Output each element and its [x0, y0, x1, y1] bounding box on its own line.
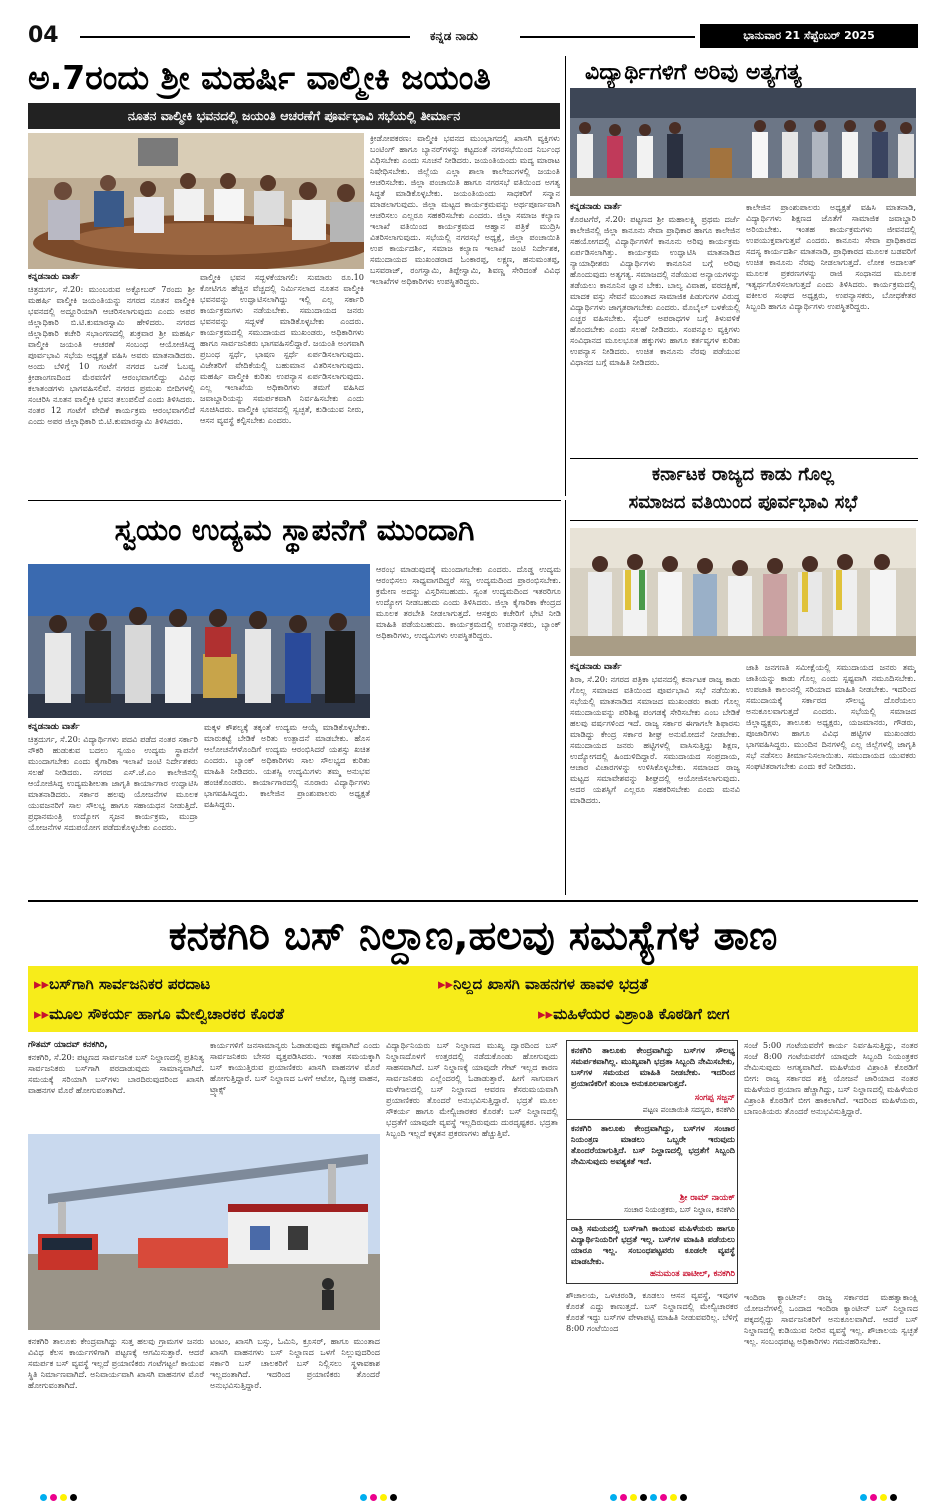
- story5-byline: ಗೌತಮ್ ಯಾದವ್ ಕನಕಗಿರಿ,: [28, 1040, 108, 1050]
- quote3-text: ರಾತ್ರಿ ಸಮಯದಲ್ಲಿ ಬಸ್‌ಗಾಗಿ ಕಾಯುವ ಮಹಿಳೆಯರು ಹಾಗೂ ವಿದ್ಯಾರ್ಥಿನಿಯರಿಗೆ ಭದ್ರತೆ ಇಲ್ಲ. ಬಸ್‌ಗಳ ಮಾಹಿತಿ ಪಡೆಯಲು ಯಾರೂ ಇಲ್ಲ. ಸಂಬಂಧಪಟ್ಟವರು ಕೂಡಲೇ ವ್ಯವಸ್ಥೆ ಮಾಡಬೇಕು.: [571, 1223, 735, 1266]
- story4-byline: ಕನ್ನಡನಾಡು ವಾರ್ತೆ: [28, 722, 80, 732]
- date-box: [700, 24, 918, 48]
- quote2-name: ಶ್ರೀ ರಾಮ್ ನಾಯಕ್: [679, 1193, 735, 1203]
- banner-bullet-4: [538, 1000, 916, 1028]
- meeting-photo-svg: [28, 133, 364, 269]
- story3-photo-group: [570, 528, 916, 656]
- arrow-icon: ▸▸: [34, 975, 50, 993]
- quote-box: [566, 1040, 738, 1284]
- divider-vertical-mid: [565, 500, 566, 895]
- story1-byline: ಕನ್ನಡನಾಡು ವಾರ್ತೆ: [28, 272, 80, 282]
- banner-bullet-1: [34, 970, 474, 998]
- arrow-icon: ▸▸: [34, 1005, 50, 1023]
- page-number: 04: [28, 23, 59, 48]
- print-marks-right: [610, 1494, 687, 1501]
- banner-bullet-2: [438, 970, 916, 998]
- quote1-text: ಕನಕಗಿರಿ ತಾಲೂಕು ಕೇಂದ್ರವಾಗಿದ್ದು ಬಸ್‌ಗಳ ಸೌಲಭ್ಯ ಸಮರ್ಪಕವಾಗಿಲ್ಲ. ಮುಖ್ಯವಾಗಿ ಭದ್ರತಾ ಸಿಬ್ಬಂದಿ ನೇಮಿಸಬೇಕು, ಬಸ್‌ಗಳ ಸಮಯದ ಮಾಹಿತಿ ನೀಡಬೇಕು. ಇದರಿಂದ ಪ್ರಯಾಣಿಕರಿಗೆ ತುಂಬಾ ಅನುಕೂಲವಾಗುತ್ತದೆ.: [571, 1045, 735, 1088]
- divider-story5-top: [28, 900, 918, 902]
- story4-col1: ಚಿತ್ರದುರ್ಗ, ಸೆ.20: ವಿದ್ಯಾರ್ಥಿಗಳು ಪದವಿ ಪಡೆದ ನಂತರ ಸರ್ಕಾರಿ ನೌಕರಿ ಹುಡುಕುವ ಬದಲು ಸ್ವಯಂ ಉದ್ಯಮ ಸ್ಥಾಪನೆಗೆ ಮುಂದಾಗಬೇಕು ಎಂದು ಕೈಗಾರಿಕಾ ಇಲಾಖೆ ಜಂಟಿ ನಿರ್ದೇಶಕರು ಸಲಹೆ ನೀಡಿದರು. ನಗರದ ಎಸ್.ಜೆ.ಎಂ ಕಾಲೇಜಿನಲ್ಲಿ ಆಯೋಜಿಸಿದ್ದ ಉದ್ಯಮಶೀಲತಾ ಜಾಗೃತಿ ಕಾರ್ಯಾಗಾರ ಉದ್ಘಾಟಿಸಿ ಮಾತನಾಡಿದರು. ಸರ್ಕಾರ ಹಲವು ಯೋಜನೆಗಳ ಮೂಲಕ ಯುವಜನರಿಗೆ ಸಾಲ ಸೌಲಭ್ಯ ಹಾಗೂ ಸಹಾಯಧನ ನೀಡುತ್ತಿದೆ. ಪ್ರಧಾನಮಂತ್ರಿ ಉದ್ಯೋಗ ಸೃಜನ ಕಾರ್ಯಕ್ರಮ, ಮುದ್ರಾ ಯೋಜನೆಗಳ ಸದುಪಯೋಗ ಪಡೆದುಕೊಳ್ಳಬೇಕು ಎಂದರು.: [28, 734, 198, 832]
- story5-headline: ಕನಕಗಿರಿ ಬಸ್ ನಿಲ್ದಾಣ,ಹಲವು ಸಮಸ್ಯೆಗಳ ತಾಣ: [168, 913, 778, 959]
- story5-col2: ಕಾರ್ಯಗಳಿಗೆ ಜನಸಾಮಾನ್ಯರು ಓಡಾಡುವುದು ಕಷ್ಟವಾಗಿದೆ ಎಂದು ಸಾರ್ವಜನಿಕರು ಬೇಸರ ವ್ಯಕ್ತಪಡಿಸಿದರು. ಇಂತಹ ಸಮಯಕ್ಕಾಗಿ ಬಸ್ ಕಾಯುತ್ತಿರುವ ಪ್ರಯಾಣಿಕರು ಖಾಸಗಿ ವಾಹನಗಳ ಮೊರೆ ಹೋಗುತ್ತಿದ್ದಾರೆ. ಬಸ್ ನಿಲ್ದಾಣದ ಒಳಗೆ ಆಟೋ, ದ್ವಿಚಕ್ರ ವಾಹನ, ಟ್ರ್ಯಾಕ್ಸ್: [210, 1040, 380, 1094]
- quote1-role: ಪಟ್ಟಣ ಪಂಚಾಯಿತಿ ಸದಸ್ಯರು, ಕನಕಗಿರಿ: [642, 1105, 735, 1114]
- inauguration-photo-svg: [28, 564, 370, 718]
- story2-headline: ವಿದ್ಯಾರ್ಥಿಗಳಿಗೆ ಅರಿವು ಅತ್ಯಗತ್ಯ: [585, 60, 802, 85]
- quote2-text: ಕನಕಗಿರಿ ತಾಲೂಕು ಕೇಂದ್ರವಾಗಿದ್ದು, ಬಸ್‌ಗಳ ಸಂಚಾರ ನಿಯಂತ್ರಣ ಮಾಡಲು ಒಬ್ಬರೇ ಇರುವುದು ತೊಂದರೆಯಾಗುತ್ತಿದೆ. ಬಸ್ ನಿಲ್ದಾಣದಲ್ಲಿ ಭದ್ರತೆಗೆ ಸಿಬ್ಬಂದಿ ನೇಮಿಸುವುದು ಅವಶ್ಯಕತೆ ಇದೆ.: [571, 1123, 735, 1166]
- story5-banner: [28, 966, 918, 1032]
- story1-col3: ಕ್ರೀಡೋಪಕರಣ: ವಾಲ್ಮೀಕಿ ಭವನದ ಮುಂಭಾಗದಲ್ಲಿ ಖಾಸಗಿ ವ್ಯಕ್ತಿಗಳು ಬಂಟಿಂಗ್ ಹಾಗೂ ಬ್ಯಾನರ್‌ಗಳನ್ನು ಕಟ್ಟದಂತೆ ನಗರಸಭೆಯಿಂದ ನಿರ್ಬಂಧ ವಿಧಿಸಬೇಕು ಎಂದು ಸೂಚನೆ ನೀಡಿದರು. ಜಯಂತಿಯಂದು ಮದ್ಯ ಮಾರಾಟ ನಿಷೇಧಿಸಬೇಕು. ಜಿಲ್ಲೆಯ ಎಲ್ಲಾ ಶಾಲಾ ಕಾಲೇಜುಗಳಲ್ಲಿ ಜಯಂತಿ ಆಚರಿಸಬೇಕು. ಜಿಲ್ಲಾ ಪಂಚಾಯಿತಿ ಹಾಗೂ ನಗರಸಭೆ ವತಿಯಿಂದ ಅಗತ್ಯ ಸಿದ್ಧತೆ ಮಾಡಿಕೊಳ್ಳಬೇಕು. ಜಯಂತಿಯಂದು ಸಾಧಕರಿಗೆ ಸನ್ಮಾನ ಮಾಡಲಾಗುವುದು. ಜಿಲ್ಲಾ ಮಟ್ಟದ ಕಾರ್ಯಕ್ರಮವನ್ನು ಅರ್ಥಪೂರ್ಣವಾಗಿ ಆಚರಿಸಲು ಎಲ್ಲರೂ ಸಹಕರಿಸಬೇಕು ಎಂದರು. ಜಿಲ್ಲಾ ಸಮಾಜ ಕಲ್ಯಾಣ ಇಲಾಖೆ ವತಿಯಿಂದ ಕಾರ್ಯಕ್ರಮದ ಆಹ್ವಾನ ಪತ್ರಿಕೆ ಮುದ್ರಿಸಿ ವಿತರಿಸಲಾಗುವುದು. ಸಭೆಯಲ್ಲಿ ನಗರಸಭೆ ಅಧ್ಯಕ್ಷೆ, ಜಿಲ್ಲಾ ಪಂಚಾಯಿತಿ ಉಪ ಕಾರ್ಯದರ್ಶಿ, ಸಮಾಜ ಕಲ್ಯಾಣ ಇಲಾಖೆ ಜಂಟಿ ನಿರ್ದೇಶಕ, ಸಮುದಾಯದ ಮುಖಂಡರಾದ ಓಂಕಾರಪ್ಪ, ಲಕ್ಷ್ಮಣ, ಹನುಮಂತಪ್ಪ, ಬಸವರಾಜ್, ರಂಗಸ್ವಾಮಿ, ತಿಪ್ಪೇಸ್ವಾಮಿ, ಶಿವಣ್ಣ ಸೇರಿದಂತೆ ವಿವಿಧ ಇಲಾಖೆಗಳ ಅಧಿಕಾರಿಗಳು ಉಪಸ್ಥಿತರಿದ್ದರು.: [370, 133, 560, 286]
- story1-subheadline: ನೂತನ ವಾಲ್ಮೀಕಿ ಭವನದಲ್ಲಿ ಜಯಂತಿ ಆಚರಣೆಗೆ ಪೂರ್ವಭಾವಿ ಸಭೆಯಲ್ಲಿ ತೀರ್ಮಾನ: [127, 108, 461, 123]
- story2-col1: ಕೊರಟಗೆರೆ, ಸೆ.20: ಪಟ್ಟಣದ ಶ್ರೀ ಮಹಾಲಕ್ಷ್ಮಿ ಪ್ರಥಮ ದರ್ಜೆ ಕಾಲೇಜಿನಲ್ಲಿ ಜಿಲ್ಲಾ ಕಾನೂನು ಸೇವಾ ಪ್ರಾಧಿಕಾರ ಹಾಗೂ ಕಾಲೇಜಿನ ಸಹಯೋಗದಲ್ಲಿ ವಿದ್ಯಾರ್ಥಿಗಳಿಗೆ ಕಾನೂನು ಅರಿವು ಕಾರ್ಯಕ್ರಮ ಏರ್ಪಡಿಸಲಾಗಿತ್ತು. ಕಾರ್ಯಕ್ರಮ ಉದ್ಘಾಟಿಸಿ ಮಾತನಾಡಿದ ನ್ಯಾಯಾಧೀಶರು ವಿದ್ಯಾರ್ಥಿಗಳು ಕಾನೂನಿನ ಬಗ್ಗೆ ಅರಿವು ಹೊಂದುವುದು ಅತ್ಯಗತ್ಯ. ಸಮಾಜದಲ್ಲಿ ನಡೆಯುವ ಅನ್ಯಾಯಗಳನ್ನು ತಡೆಯಲು ಕಾನೂನಿನ ಜ್ಞಾನ ಬೇಕು. ಬಾಲ್ಯ ವಿವಾಹ, ವರದಕ್ಷಿಣೆ, ಮಾದಕ ವಸ್ತು ಸೇವನೆ ಮುಂತಾದ ಸಾಮಾಜಿಕ ಪಿಡುಗುಗಳ ವಿರುದ್ಧ ವಿದ್ಯಾರ್ಥಿಗಳು ಜಾಗೃತರಾಗಬೇಕು ಎಂದರು. ಮೊಬೈಲ್ ಬಳಕೆಯಲ್ಲಿ ಎಚ್ಚರ ವಹಿಸಬೇಕು. ಸೈಬರ್ ಅಪರಾಧಗಳ ಬಗ್ಗೆ ತಿಳುವಳಿಕೆ ಹೊಂದಬೇಕು ಎಂದು ಸಲಹೆ ನೀಡಿದರು. ಸಂಪನ್ಮೂಲ ವ್ಯಕ್ತಿಗಳು ಸಂವಿಧಾನದ ಮೂಲಭೂತ ಹಕ್ಕುಗಳು ಹಾಗೂ ಕರ್ತವ್ಯಗಳ ಕುರಿತು ಉಪನ್ಯಾಸ ನೀಡಿದರು. ಉಚಿತ ಕಾನೂನು ನೆರವು ಪಡೆಯುವ ವಿಧಾನದ ಬಗ್ಗೆ ಮಾಹಿತಿ ನೀಡಿದರು.: [570, 214, 740, 367]
- bullet2-text: ನಿಲ್ದದ ಖಾಸಗಿ ವಾಹನಗಳ ಹಾವಳಿ ಭದ್ರತೆ: [453, 975, 649, 993]
- story4-headline: ಸ್ವಯಂ ಉದ್ಯಮ ಸ್ಥಾಪನೆಗೆ ಮುಂದಾಗಿ: [114, 513, 475, 548]
- print-marks-center: [360, 1494, 397, 1501]
- quote1-name: ಸಂಗಪ್ಪ ಸಜ್ಜನ್: [694, 1093, 735, 1103]
- story5-lower1: ಕನಕಗಿರಿ ತಾಲೂಕು ಕೇಂದ್ರವಾಗಿದ್ದು ಸುತ್ತ ಹಲವು ಗ್ರಾಮಗಳ ಜನರು ವಿವಿಧ ಕೆಲಸ ಕಾರ್ಯಗಳಿಗಾಗಿ ಪಟ್ಟಣಕ್ಕೆ ಆಗಮಿಸುತ್ತಾರೆ. ಆದರೆ ಸಮರ್ಪಕ ಬಸ್ ವ್ಯವಸ್ಥೆ ಇಲ್ಲದೆ ಪ್ರಯಾಣಿಕರು ಗಂಟೆಗಟ್ಟಲೆ ಕಾಯುವ ಸ್ಥಿತಿ ನಿರ್ಮಾಣವಾಗಿದೆ. ಅನಿವಾರ್ಯವಾಗಿ ಖಾಸಗಿ ವಾಹನಗಳ ಮೊರೆ ಹೋಗುವಂತಾಗಿದೆ.: [28, 1336, 204, 1390]
- story5-lower4: ಶೌಚಾಲಯ, ಒಳಚರಂಡಿ, ಕೂಡಲು ಆಸನ ವ್ಯವಸ್ಥೆ, ಇವುಗಳ ಕೊರತೆ ಎದ್ದು ಕಾಣುತ್ತದೆ. ಬಸ್ ನಿಲ್ದಾಣದಲ್ಲಿ ಮೇಲ್ವಿಚಾರಕರ ಕೊರತೆ ಇದ್ದು ಬಸ್‌ಗಳ ವೇಳಾಪಟ್ಟಿ ಮಾಹಿತಿ ನೀಡುವವರಿಲ್ಲ. ಬೆಳಿಗ್ಗೆ 8:00 ಗಂಟೆಯಿಂದ: [566, 1290, 738, 1333]
- bullet3-text: ಮೂಲ ಸೌಕರ್ಯ ಹಾಗೂ ಮೇಲ್ವಿಚಾರಕರ ಕೊರತೆ: [49, 1005, 285, 1023]
- story1-headline: ಅ.7ರಂದು ಶ್ರೀ ಮಹರ್ಷಿ ವಾಲ್ಮೀಕಿ ಜಯಂತಿ: [28, 58, 491, 97]
- busstand-photo-svg: [28, 1134, 380, 1330]
- bullet1-text: ಬಸ್‌ಗಾಗಿ ಸಾರ್ವಜನಿಕರ ಪರದಾಟ: [49, 975, 211, 993]
- story1-subhead-band: [28, 103, 560, 129]
- quote-divider-2: [567, 1219, 739, 1220]
- divider-story2-bottom: [570, 458, 918, 459]
- masthead-rule-left: [80, 36, 410, 38]
- story5-photo-busstand: [28, 1134, 380, 1330]
- quote3-name: ಹನುಮಂತ ಪಾಟೀಲ್, ಕನಕಗಿರಿ: [649, 1269, 735, 1279]
- story1-col1: ಚಿತ್ರದುರ್ಗ, ಸೆ.20: ಮುಂಬರುವ ಅಕ್ಟೋಬರ್ 7ರಂದು ಶ್ರೀ ಮಹರ್ಷಿ ವಾಲ್ಮೀಕಿ ಜಯಂತಿಯನ್ನು ನಗರದ ನೂತನ ವಾಲ್ಮೀಕಿ ಭವನದಲ್ಲಿ ಅದ್ದೂರಿಯಾಗಿ ಆಚರಿಸಲಾಗುವುದು ಎಂದು ಅಪರ ಜಿಲ್ಲಾಧಿಕಾರಿ ಬಿ.ಟಿ.ಕುಮಾರಸ್ವಾಮಿ ಹೇಳಿದರು. ನಗರದ ಜಿಲ್ಲಾಧಿಕಾರಿ ಕಚೇರಿ ಸಭಾಂಗಣದಲ್ಲಿ ಶುಕ್ರವಾರ ಶ್ರೀ ಮಹರ್ಷಿ ವಾಲ್ಮೀಕಿ ಜಯಂತಿ ಆಚರಣೆ ಸಂಬಂಧ ಆಯೋಜಿಸಿದ್ದ ಪೂರ್ವಭಾವಿ ಸಭೆಯ ಅಧ್ಯಕ್ಷತೆ ವಹಿಸಿ ಅವರು ಮಾತನಾಡಿದರು. ಅಂದು ಬೆಳಿಗ್ಗೆ 10 ಗಂಟೆಗೆ ನಗರದ ಒನಕೆ ಓಬವ್ವ ಕ್ರೀಡಾಂಗಣದಿಂದ ಮೆರವಣಿಗೆ ಆರಂಭವಾಗಲಿದ್ದು ವಿವಿಧ ಕಲಾತಂಡಗಳು ಭಾಗವಹಿಸಲಿವೆ. ನಗರದ ಪ್ರಮುಖ ಬೀದಿಗಳಲ್ಲಿ ಸಂಚರಿಸಿ ನೂತನ ವಾಲ್ಮೀಕಿ ಭವನ ತಲುಪಲಿದೆ ಎಂದು ತಿಳಿಸಿದರು. ನಂತರ 12 ಗಂಟೆಗೆ ವೇದಿಕೆ ಕಾರ್ಯಕ್ರಮ ಆರಂಭವಾಗಲಿದೆ ಎಂದು ಅಪರ ಜಿಲ್ಲಾಧಿಕಾರಿ ಬಿ.ಟಿ.ಕುಮಾರಸ್ವಾಮಿ ತಿಳಿಸಿದರು.: [28, 284, 195, 426]
- story1-photo-meeting: [28, 133, 364, 269]
- story2-photo-event: [570, 88, 916, 196]
- masthead: [0, 22, 945, 50]
- story5-lower2: ಟಂಟಂ, ಖಾಸಗಿ ಬಸ್ಸು, ಓಮಿನಿ, ಕ್ರೂಸರ್, ಹಾಗೂ ಮುಂತಾದ ಖಾಸಗಿ ವಾಹನಗಳು ಬಸ್ ನಿಲ್ದಾಣದ ಒಳಗೆ ನಿಲ್ಲುವುದರಿಂದ ಸರ್ಕಾರಿ ಬಸ್ ಚಾಲಕರಿಗೆ ಬಸ್ ನಿಲ್ಲಿಸಲು ಸ್ಥಳಾವಕಾಶ ಇಲ್ಲದಂತಾಗಿದೆ. ಇದರಿಂದ ಪ್ರಯಾಣಿಕರು ತೊಂದರೆ ಅನುಭವಿಸುತ್ತಿದ್ದಾರೆ.: [210, 1336, 380, 1390]
- story4-photo-inauguration: [28, 564, 370, 718]
- story3-col1: ಶಿರಾ, ಸೆ.20: ನಗರದ ಪತ್ರಿಕಾ ಭವನದಲ್ಲಿ ಕರ್ನಾಟಕ ರಾಜ್ಯ ಕಾಡು ಗೊಲ್ಲ ಸಮಾಜದ ವತಿಯಿಂದ ಪೂರ್ವಭಾವಿ ಸಭೆ ನಡೆಯಿತು. ಸಭೆಯಲ್ಲಿ ಮಾತನಾಡಿದ ಸಮಾಜದ ಮುಖಂಡರು ಕಾಡು ಗೊಲ್ಲ ಸಮುದಾಯವನ್ನು ಪರಿಶಿಷ್ಟ ಪಂಗಡಕ್ಕೆ ಸೇರಿಸಬೇಕು ಎಂಬ ಬೇಡಿಕೆ ಹಲವು ವರ್ಷಗಳಿಂದ ಇದೆ. ರಾಜ್ಯ ಸರ್ಕಾರ ಈಗಾಗಲೇ ಶಿಫಾರಸು ಮಾಡಿದ್ದು ಕೇಂದ್ರ ಸರ್ಕಾರ ಶೀಘ್ರ ಅನುಮೋದನೆ ನೀಡಬೇಕು. ಸಮುದಾಯದ ಜನರು ಹಟ್ಟಿಗಳಲ್ಲಿ ವಾಸಿಸುತ್ತಿದ್ದು ಶಿಕ್ಷಣ, ಉದ್ಯೋಗದಲ್ಲಿ ಹಿಂದುಳಿದಿದ್ದಾರೆ. ಸಮುದಾಯದ ಸಂಪ್ರದಾಯ, ಆಚಾರ ವಿಚಾರಗಳನ್ನು ಉಳಿಸಿಕೊಳ್ಳಬೇಕು. ಸಮಾಜದ ರಾಜ್ಯ ಮಟ್ಟದ ಸಮಾವೇಶವನ್ನು ಶೀಘ್ರದಲ್ಲಿ ಆಯೋಜಿಸಲಾಗುವುದು. ಅದರ ಯಶಸ್ಸಿಗೆ ಎಲ್ಲರೂ ಸಹಕರಿಸಬೇಕು ಎಂದು ಮನವಿ ಮಾಡಿದರು.: [570, 674, 740, 805]
- bullet4-text: ಮಹಿಳೆಯರ ವಿಶ್ರಾಂತಿ ಕೊಠಡಿಗೆ ಬೀಗ: [553, 1005, 730, 1023]
- story3-headline-1: ಕರ್ನಾಟಕ ರಾಜ್ಯದ ಕಾಡು ಗೊಲ್ಲ: [652, 464, 834, 485]
- story2-byline: ಕನ್ನಡನಾಡು ವಾರ್ತೆ: [570, 202, 622, 212]
- print-marks-left: [40, 1494, 77, 1501]
- story5-col1: ಕನಕಗಿರಿ, ಸೆ.20: ಪಟ್ಟಣದ ಸಾರ್ವಜನಿಕ ಬಸ್ ನಿಲ್ದಾಣದಲ್ಲಿ ಪ್ರತಿನಿತ್ಯ ಸಾರ್ವಜನಿಕರು ಬಸ್‌ಗಾಗಿ ಪರದಾಡುವುದು ಸಾಮಾನ್ಯವಾಗಿದೆ. ಸಮಯಕ್ಕೆ ಸರಿಯಾಗಿ ಬಸ್‌ಗಳು ಬಾರದಿರುವುದರಿಂದ ಖಾಸಗಿ ವಾಹನಗಳ ಮೊರೆ ಹೋಗುವಂತಾಗಿದೆ.: [28, 1052, 204, 1095]
- date-text: ಭಾನುವಾರ 21 ಸೆಪ್ಟೆಂಬರ್ 2025: [743, 29, 875, 42]
- divider-story4-top: [28, 500, 561, 501]
- print-marks-far-right: [860, 1494, 897, 1501]
- paper-name: ಕನ್ನಡ ನಾಡು: [430, 29, 478, 43]
- story3-byline: ಕನ್ನಡನಾಡು ವಾರ್ತೆ: [570, 662, 622, 672]
- banner-bullet-3: [34, 1000, 534, 1028]
- divider-vertical-top: [565, 56, 566, 496]
- story4-col3: ಆರಂಭ ಮಾಡುವುದಕ್ಕೆ ಮುಂದಾಗಬೇಕು ಎಂದರು. ದೊಡ್ಡ ಉದ್ಯಮ ಆರಂಭಿಸಲು ಸಾಧ್ಯವಾಗದಿದ್ದರೆ ಸಣ್ಣ ಉದ್ಯಮದಿಂದ ಪ್ರಾರಂಭಿಸಬೇಕು. ಕ್ರಮೇಣ ಅದನ್ನು ವಿಸ್ತರಿಸಬಹುದು. ಸ್ವಂತ ಉದ್ಯಮದಿಂದ ಇತರರಿಗೂ ಉದ್ಯೋಗ ನೀಡಬಹುದು ಎಂದು ತಿಳಿಸಿದರು. ಜಿಲ್ಲಾ ಕೈಗಾರಿಕಾ ಕೇಂದ್ರದ ಮೂಲಕ ತರಬೇತಿ ನೀಡಲಾಗುತ್ತದೆ. ಆಸಕ್ತರು ಕಚೇರಿಗೆ ಭೇಟಿ ನೀಡಿ ಮಾಹಿತಿ ಪಡೆಯಬಹುದು. ಕಾರ್ಯಕ್ರಮದಲ್ಲಿ ಉಪನ್ಯಾಸಕರು, ಬ್ಯಾಂಕ್ ಅಧಿಕಾರಿಗಳು, ಉದ್ಯಮಿಗಳು ಉಪಸ್ಥಿತರಿದ್ದರು.: [376, 564, 561, 640]
- arrow-icon: ▸▸: [438, 975, 454, 993]
- story5-col4: ಸಂಜೆ 5:00 ಗಂಟೆಯವರೆಗೆ ಕಾರ್ಯ ನಿರ್ವಹಿಸುತ್ತಿದ್ದು, ನಂತರ ಸಂಜೆ 8:00 ಗಂಟೆಯವರೆಗೆ ಯಾವುದೇ ಸಿಬ್ಬಂದಿ ನಿಯಂತ್ರಕರ ನೇಮಿಸುವುದು ಅಗತ್ಯವಾಗಿದೆ. ಮಹಿಳೆಯರ ವಿಶ್ರಾಂತಿ ಕೊಠಡಿಗೆ ಬೀಗ: ರಾಜ್ಯ ಸರ್ಕಾರದ ಶಕ್ತಿ ಯೋಜನೆ ಜಾರಿಯಾದ ನಂತರ ಮಹಿಳೆಯರ ಪ್ರಯಾಣ ಹೆಚ್ಚಾಗಿದ್ದು, ಬಸ್ ನಿಲ್ದಾಣದಲ್ಲಿ ಮಹಿಳೆಯರ ವಿಶ್ರಾಂತಿ ಕೊಠಡಿಗೆ ಬೀಗ ಹಾಕಲಾಗಿದೆ. ಇದರಿಂದ ಮಹಿಳೆಯರು, ಬಾಣಂತಿಯರು ತೊಂದರೆ ಅನುಭವಿಸುತ್ತಿದ್ದಾರೆ.: [744, 1040, 918, 1116]
- arrow-icon: ▸▸: [538, 1005, 554, 1023]
- masthead-rule-right: [520, 36, 695, 38]
- story5-col3: ವಿದ್ಯಾರ್ಥಿನಿಯರು ಬಸ್ ನಿಲ್ದಾಣದ ಮುಖ್ಯ ದ್ವಾರದಿಂದ ಬಸ್ ನಿಲ್ದಾಣದೊಳಗೆ ಉತ್ತರದಲ್ಲಿ ನಡೆದುಕೊಂಡು ಹೋಗುವುದು ಸಾಹಸವಾಗಿದೆ. ಬಸ್ ನಿಲ್ದಾಣಕ್ಕೆ ಯಾವುದೇ ಗೇಟ್ ಇಲ್ಲದ ಕಾರಣ ಸಾರ್ವಜನಿಕರು ಎಲ್ಲೆಂದರಲ್ಲಿ ಓಡಾಡುತ್ತಾರೆ. ಹೀಗೆ ಸಾಗುವಾಗ ಮಳೆಗಾಲದಲ್ಲಿ ಬಸ್ ನಿಲ್ದಾಣದ ಆವರಣ ಕೆಸರುಮಯವಾಗಿ ಪ್ರಯಾಣಿಕರು ತೊಂದರೆ ಅನುಭವಿಸುತ್ತಿದ್ದಾರೆ. ಭದ್ರತೆ ಮೂಲ ಸೌಕರ್ಯ ಹಾಗೂ ಮೇಲ್ವಿಚಾರಕರ ಕೊರತೆ: ಬಸ್ ನಿಲ್ದಾಣದಲ್ಲಿ ಭದ್ರತೆಗೆ ಯಾವುದೇ ವ್ಯವಸ್ಥೆ ಇಲ್ಲದಿರುವುದು ದುರದೃಷ್ಟಕರ. ಭದ್ರತಾ ಸಿಬ್ಬಂದಿ ಇಲ್ಲದೆ ಕಳ್ಳತನ ಪ್ರಕರಣಗಳು ಹೆಚ್ಚುತ್ತಿವೆ.: [386, 1040, 558, 1138]
- quote2-role: ಸಂಚಾರ ನಿಯಂತ್ರಕರು, ಬಸ್ ನಿಲ್ದಾಣ, ಕನಕಗಿರಿ: [623, 1205, 735, 1214]
- story1-col2: ವಾಲ್ಮೀಕಿ ಭವನ ಸದ್ಬಳಕೆಯಾಗಲಿ: ಸುಮಾರು ರೂ.10 ಕೋಟಿಗೂ ಹೆಚ್ಚಿನ ವೆಚ್ಚದಲ್ಲಿ ನಿರ್ಮಿಸಲಾದ ನೂತನ ವಾಲ್ಮೀಕಿ ಭವನವನ್ನು ಉದ್ಘಾಟಿಸಲಾಗಿದ್ದು ಇಲ್ಲಿ ಎಲ್ಲ ಸರ್ಕಾರಿ ಕಾರ್ಯಕ್ರಮಗಳು ನಡೆಯಬೇಕು. ಸಮುದಾಯದ ಜನರು ಭವನವನ್ನು ಸದ್ಬಳಕೆ ಮಾಡಿಕೊಳ್ಳಬೇಕು ಎಂದರು. ಕಾರ್ಯಕ್ರಮದಲ್ಲಿ ಸಮುದಾಯದ ಮುಖಂಡರು, ಅಧಿಕಾರಿಗಳು ಹಾಗೂ ಸಾರ್ವಜನಿಕರು ಭಾಗವಹಿಸಲಿದ್ದಾರೆ. ಜಯಂತಿ ಅಂಗವಾಗಿ ಪ್ರಬಂಧ ಸ್ಪರ್ಧೆ, ಭಾಷಣ ಸ್ಪರ್ಧೆ ಏರ್ಪಡಿಸಲಾಗುವುದು. ವಿಜೇತರಿಗೆ ವೇದಿಕೆಯಲ್ಲಿ ಬಹುಮಾನ ವಿತರಿಸಲಾಗುವುದು. ಮಹರ್ಷಿ ವಾಲ್ಮೀಕಿ ಕುರಿತು ಉಪನ್ಯಾಸ ಏರ್ಪಡಿಸಲಾಗುವುದು. ಎಲ್ಲ ಇಲಾಖೆಯ ಅಧಿಕಾರಿಗಳು ತಮಗೆ ವಹಿಸಿದ ಜವಾಬ್ದಾರಿಯನ್ನು ಸಮರ್ಪಕವಾಗಿ ನಿರ್ವಹಿಸಬೇಕು ಎಂದು ಸೂಚಿಸಿದರು. ವಾಲ್ಮೀಕಿ ಭವನದಲ್ಲಿ ಸ್ವಚ್ಛತೆ, ಕುಡಿಯುವ ನೀರು, ಆಸನ ವ್ಯವಸ್ಥೆ ಕಲ್ಪಿಸಬೇಕು ಎಂದರು.: [200, 272, 364, 425]
- group-photo-svg: [570, 528, 916, 656]
- story4-col2: ಮಕ್ಕಳ ಕೌಶಲ್ಯಕ್ಕೆ ತಕ್ಕಂತೆ ಉದ್ಯಮ ಆಯ್ಕೆ ಮಾಡಿಕೊಳ್ಳಬೇಕು. ಮಾರುಕಟ್ಟೆ ಬೇಡಿಕೆ ಅರಿತು ಉತ್ಪಾದನೆ ಮಾಡಬೇಕು. ಹೊಸ ಆಲೋಚನೆಗಳೊಂದಿಗೆ ಉದ್ಯಮ ಆರಂಭಿಸಿದರೆ ಯಶಸ್ಸು ಖಚಿತ ಎಂದರು. ಬ್ಯಾಂಕ್ ಅಧಿಕಾರಿಗಳು ಸಾಲ ಸೌಲಭ್ಯದ ಕುರಿತು ಮಾಹಿತಿ ನೀಡಿದರು. ಯಶಸ್ವಿ ಉದ್ಯಮಿಗಳು ತಮ್ಮ ಅನುಭವ ಹಂಚಿಕೊಂಡರು. ಕಾರ್ಯಾಗಾರದಲ್ಲಿ ನೂರಾರು ವಿದ್ಯಾರ್ಥಿಗಳು ಭಾಗವಹಿಸಿದ್ದರು. ಕಾಲೇಜಿನ ಪ್ರಾಂಶುಪಾಲರು ಅಧ್ಯಕ್ಷತೆ ವಹಿಸಿದ್ದರು.: [204, 722, 370, 809]
- quote-divider-1: [567, 1119, 739, 1120]
- story3-headline-2: ಸಮಾಜದ ವತಿಯಿಂದ ಪೂರ್ವಭಾವಿ ಸಭೆ: [628, 492, 858, 513]
- divider-story3-head: [570, 520, 918, 521]
- story3-col2: ಜಾತಿ ಜನಗಣತಿ ಸಮೀಕ್ಷೆಯಲ್ಲಿ ಸಮುದಾಯದ ಜನರು ತಮ್ಮ ಜಾತಿಯನ್ನು ಕಾಡು ಗೊಲ್ಲ ಎಂದು ಸ್ಪಷ್ಟವಾಗಿ ನಮೂದಿಸಬೇಕು. ಉಪಜಾತಿ ಕಾಲಂನಲ್ಲಿ ಸರಿಯಾದ ಮಾಹಿತಿ ನೀಡಬೇಕು. ಇದರಿಂದ ಸಮುದಾಯಕ್ಕೆ ಸರ್ಕಾರದ ಸೌಲಭ್ಯ ದೊರೆಯಲು ಅನುಕೂಲವಾಗುತ್ತದೆ ಎಂದರು. ಸಭೆಯಲ್ಲಿ ಸಮಾಜದ ಜಿಲ್ಲಾಧ್ಯಕ್ಷರು, ತಾಲೂಕು ಅಧ್ಯಕ್ಷರು, ಯಜಮಾನರು, ಗೌಡರು, ಪೂಜಾರಿಗಳು ಹಾಗೂ ವಿವಿಧ ಹಟ್ಟಿಗಳ ಮುಖಂಡರು ಭಾಗವಹಿಸಿದ್ದರು. ಮುಂದಿನ ದಿನಗಳಲ್ಲಿ ಎಲ್ಲ ಜಿಲ್ಲೆಗಳಲ್ಲಿ ಜಾಗೃತಿ ಸಭೆ ನಡೆಸಲು ತೀರ್ಮಾನಿಸಲಾಯಿತು. ಸಮುದಾಯದ ಯುವಕರು ಸಂಘಟಿತರಾಗಬೇಕು ಎಂದು ಕರೆ ನೀಡಿದರು.: [746, 662, 916, 771]
- story2-col2: ಕಾಲೇಜಿನ ಪ್ರಾಂಶುಪಾಲರು ಅಧ್ಯಕ್ಷತೆ ವಹಿಸಿ ಮಾತನಾಡಿ, ವಿದ್ಯಾರ್ಥಿಗಳು ಶಿಕ್ಷಣದ ಜೊತೆಗೆ ಸಾಮಾಜಿಕ ಜವಾಬ್ದಾರಿ ಅರಿಯಬೇಕು. ಇಂತಹ ಕಾರ್ಯಕ್ರಮಗಳು ಜೀವನದಲ್ಲಿ ಉಪಯುಕ್ತವಾಗುತ್ತವೆ ಎಂದರು. ಕಾನೂನು ಸೇವಾ ಪ್ರಾಧಿಕಾರದ ಸದಸ್ಯ ಕಾರ್ಯದರ್ಶಿ ಮಾತನಾಡಿ, ಪ್ರಾಧಿಕಾರದ ಮೂಲಕ ಬಡವರಿಗೆ ಉಚಿತ ಕಾನೂನು ನೆರವು ನೀಡಲಾಗುತ್ತದೆ. ಲೋಕ ಅದಾಲತ್ ಮೂಲಕ ಪ್ರಕರಣಗಳನ್ನು ರಾಜಿ ಸಂಧಾನದ ಮೂಲಕ ಇತ್ಯರ್ಥಗೊಳಿಸಲಾಗುತ್ತದೆ ಎಂದು ತಿಳಿಸಿದರು. ಕಾರ್ಯಕ್ರಮದಲ್ಲಿ ವಕೀಲರ ಸಂಘದ ಅಧ್ಯಕ್ಷರು, ಉಪನ್ಯಾಸಕರು, ಬೋಧಕೇತರ ಸಿಬ್ಬಂದಿ ಹಾಗೂ ವಿದ್ಯಾರ್ಥಿಗಳು ಉಪಸ್ಥಿತರಿದ್ದರು.: [746, 202, 916, 311]
- event-photo-svg: [570, 88, 916, 196]
- story5-col5: ಇಂದಿರಾ ಕ್ಯಾಂಟೀನ್: ರಾಜ್ಯ ಸರ್ಕಾರದ ಮಹತ್ವಾಕಾಂಕ್ಷಿ ಯೋಜನೆಗಳಲ್ಲಿ ಒಂದಾದ ಇಂದಿರಾ ಕ್ಯಾಂಟೀನ್ ಬಸ್ ನಿಲ್ದಾಣದ ಪಕ್ಕದಲ್ಲಿದ್ದು ಸಾರ್ವಜನಿಕರಿಗೆ ಅನುಕೂಲವಾಗಿದೆ. ಆದರೆ ಬಸ್ ನಿಲ್ದಾಣದಲ್ಲಿ ಕುಡಿಯುವ ನೀರಿನ ವ್ಯವಸ್ಥೆ ಇಲ್ಲ. ಶೌಚಾಲಯ ಸ್ವಚ್ಛತೆ ಇಲ್ಲ. ಸಂಬಂಧಪಟ್ಟ ಅಧಿಕಾರಿಗಳು ಗಮನಹರಿಸಬೇಕು.: [744, 1292, 918, 1346]
